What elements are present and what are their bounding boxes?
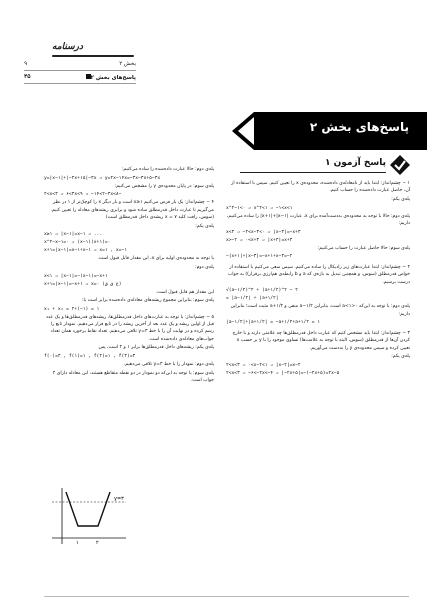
book-logo: درسنامه (52, 42, 124, 56)
function-graph (48, 486, 128, 546)
paragraph: پله‌ی یکم: (195, 223, 214, 229)
paragraph: پله‌ی سوم: با توجه به این‌که دو نمودار در دو نقطه متقاطع هستند، این معادله دارای ۲ جواب است. (52, 370, 214, 383)
heading-underline (240, 172, 386, 173)
paragraph: پله‌ی یکم: ریشه‌های داخل قدرمطلق‌ها برابر ۱ و ۲ است، پس (98, 345, 214, 351)
equation-line: x^۲−۱<۰ ⇒ x^۲<۱ ⇒ −۱<x<۱ (226, 205, 293, 211)
equation-line: ۲<x<۳ ⇒ ۶<۳x<۹ ⇒ −۱۴<۲−۳x<۸− (44, 192, 122, 198)
section-banner (232, 112, 427, 150)
equation-line: ۲<x<۳ ⇒ ۰<x−۲<۱ ⇒ |x−۲|=x−۲ (226, 363, 301, 369)
paragraph: ۵ − چشم‌انداز: با توجه به عبارت‌های داخل قدرمطلق‌ها، ریشه‌های قدرمطلق‌ها و یک عدد قبل از اولین ریشه و یک عدد بعد از آخرین ریشه را در تابع قرار می‌دهیم. نمودار تابع را رسم کرده و در نهایت آن را با خط y=۳ تلاقی می‌دهیم. تعداد نقاط برخورد همان تعداد جواب‌های معادله‌ی داده‌شده است. (45, 315, 214, 342)
paragraph: با توجه به محدوده‌ی اولیه برای x، این مقدار قابل قبول است. (97, 256, 214, 262)
x-tick-label: ۲ (96, 540, 99, 546)
equation-line: x₁ + x₂ = ۲+(−۱) = ۱ (44, 307, 100, 313)
paragraph: پله‌ی سوم: در پایان محدوده‌ی y را مشخص می‌کنیم: (114, 183, 214, 189)
paragraph: ۱ − چشم‌انداز: ابتدا باید از نامعادله‌ی داده‌شده، محدوده‌ی x را تعیین کنیم. سپس با استفاده از آن، حاصل عبارت داده‌شده را حساب کنیم. (231, 181, 410, 194)
paragraph: پله‌ی یکم: (391, 354, 410, 360)
table-of-contents (24, 42, 144, 84)
equation-line: y=|x−۱|+|−۲x+۱۵|−۳x ⇒ y=۲x−۱۴x=−۳x−۳x+۵−۳x (44, 175, 161, 181)
exam-title: پاسخ آزمون ۱ (324, 158, 386, 168)
paragraph: ۳ − چشم‌انداز: ابتدا باید مشخص کنیم که عبارت داخل قدرمطلق‌ها چه علامتی دارند و با خارج کردن آن‌ها از قدرمطلق (سوس، البته با توجه به علامت‌ها) تساوی موجود را با y بر حسب x تعیین کرده و سپس محدوده‌ی y را به‌دست می‌آوریم. (232, 331, 410, 351)
paragraph: ۲ − چشم‌انداز: ابتدا عبارت‌های زیر رادیکال را ساده می‌کنیم. سپس سعی می‌کنیم با استفاده از خواص قدرمطلق (سوس، و همچنین تبدیل به بازه‌ی که a و b رابطه‌ی هم‌ارزی برقرار)) به جواب درست برسیم. (227, 265, 410, 285)
exam-heading (240, 155, 410, 175)
paragraph: پله‌ی سوم: بنابراین مجموع ریشه‌های معادله‌ی داده‌شده برابر است با: (81, 298, 214, 304)
paragraph: پله‌ی یکم: (391, 196, 410, 202)
left-column (44, 166, 214, 386)
paragraph: پله‌ی سوم: حالا حاصل عبارت را حساب می‌کنیم: (317, 245, 410, 251)
equation-line: x>−۲ ⇒ ۰<x+۳ ⇒ |x+۳|=x+۳ (226, 237, 293, 243)
x-tick-label: ۱ (76, 540, 79, 546)
equation-line: x<۳ ⇒ −۲<x−۳<۰ ⇒ |x−۳|=−x+۳ (226, 229, 301, 235)
equation-line: x^۲−x−۱=۰ ⇒ (x−۱)(x+۱)=۰ (44, 240, 111, 246)
line-label: y=۳ (114, 496, 124, 502)
paragraph: پله‌ی دوم: حالا با توجه به محدوده‌ی به‌دست‌آمده برای x، عبارت |x+۱|+|x−۱| را ساده می‌کنیم، داریم: (226, 213, 410, 226)
toc-label: بخش ۲ (119, 61, 136, 67)
toc-row-active[interactable] (24, 71, 136, 84)
paragraph: این مقدار هم قابل قبول است. (155, 289, 214, 295)
equation-line: x+۱=|x−۱|=x−۱+x−۱ ⇒ x=۱ , x=−۱ (44, 248, 127, 254)
graph-curve (66, 492, 110, 526)
equation-line: √(a−۱/۲)^۲ + (a+۱/۲)^۲ − ۲ (226, 288, 298, 294)
section-title: پاسخ‌های بخش ۲ (309, 120, 409, 134)
toc-page-number: ۴۵ (24, 74, 31, 80)
paragraph: پله‌ی دوم: حالا عبارت داده‌شده را ساده می‌کنیم: (121, 167, 214, 172)
paragraph: پله‌ی دوم: (195, 264, 214, 270)
equation-line: x≥۱ ⇒ |x−۱|=x−۱ ⇒ ... (44, 232, 103, 238)
equation-line: x<۱ ⇒ |x−۱|=−(x−۱)=−x+۱ (44, 273, 108, 279)
right-column (226, 180, 410, 378)
equation-line: f(۰)=۳ , f(۱)=۱ , f(۲)=۱ , f(۳)=۳ (44, 354, 136, 360)
toc-row[interactable] (24, 58, 136, 71)
footer-rule (44, 596, 409, 597)
equation-line: x+۱=|x−۱|=−x+۱ ⇒ x=۰ (غ ق ق) (44, 281, 122, 287)
toc-page-number: ۹ (24, 61, 28, 67)
paragraph: ۴ − چشم‌انداز: یک بار فرض می‌کنیم x≥۱ است و بار دیگر x را کوچک‌تر از ۱ در نظر می‌گیریم تا عبارت داخل قدرمطلق ساده شود و برابری ریشه‌های معادله را تعیین کنیم. (سوس، رافت کلید ۷ = x ریشه‌ی داخل قدرمطلق است) (50, 200, 214, 220)
equation-line: ۲<x<۳ ⇒ −۶<−۲x<−۴ ⇒ |−۲x+۵|=−(−۲x+۵)=۲x−۵ (226, 371, 340, 377)
equation-line: −|x+۱|+|x−۳|=−x+۱+x−۳=−۲ (226, 254, 293, 260)
toc-label: پاسخ‌های بخش ۲ (90, 74, 136, 81)
paragraph: پله‌ی دوم: نمودار را با خط y=۳ تلاقی می‌دهیم. (123, 362, 214, 368)
checkmark-icon (390, 155, 410, 175)
paragraph: پله‌ی دوم: با توجه به این‌که ۰<a<۱ است، بنابراین a−۱/۲ منفی و a+۱/۲ مثبت است؛ بنابراین داریم: (230, 304, 410, 317)
equation-line: |a−۱/۲|+|a+۱/۲| = −a+۱/۲+a+۱/۲ = ۱ (226, 320, 321, 326)
equation-line: = |a−۱/۲| + |a+۱/۲| (226, 296, 279, 302)
